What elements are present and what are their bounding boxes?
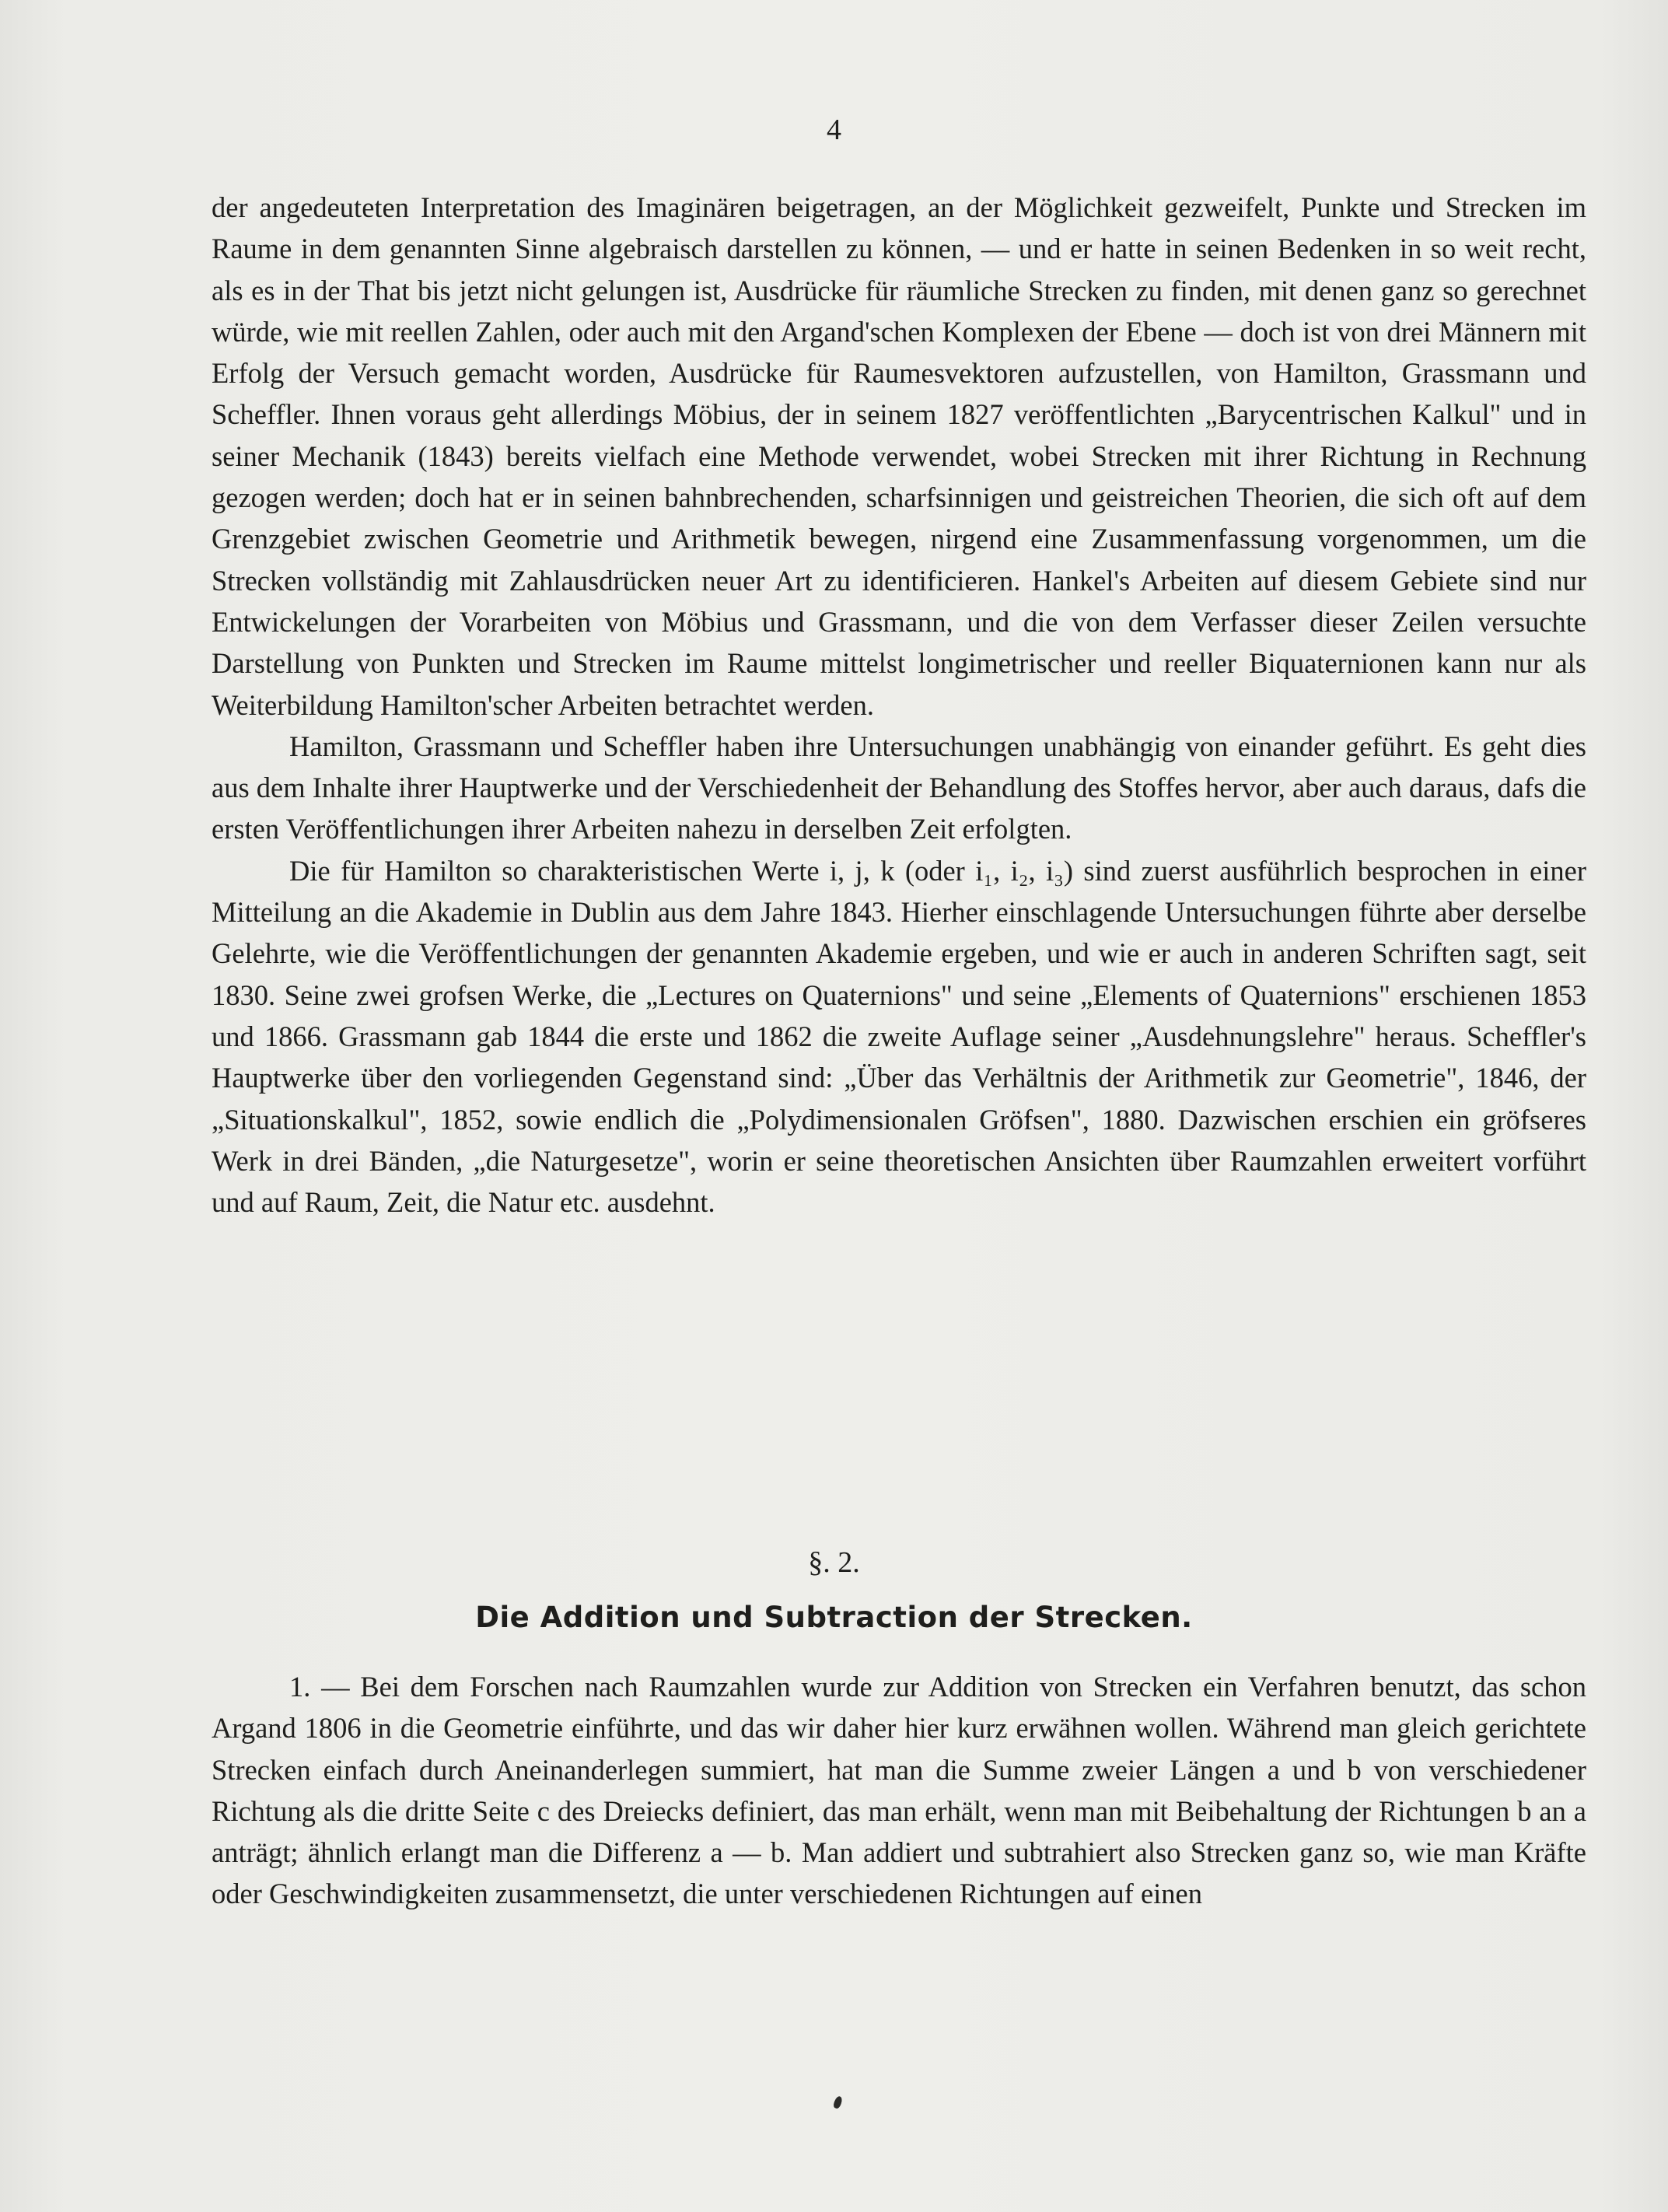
- section-title: Die Addition und Subtraction der Strecken.: [475, 1601, 1193, 1634]
- paragraph-addition-intro: 1. — Bei dem Forschen nach Raumzahlen wurde zur Addition von Strecken ein Verfahren benutzt, das schon Argand 1806 in die Geometrie einführte, und das wir daher hier kurz erwähnen wollen. Während man gleich gerichtete Strecken einfach durch Aneinanderlegen summiert, hat man die Summe zweier Längen a und b von verschiedener Richtung als die dritte Seite c des Dreiecks definiert, das man erhält, wenn man mit Beibehaltung der Richtungen b an a anträgt; ähnlich erlangt man die Differenz a — b. Man addiert und subtrahiert also Strecken ganz so, wie man Kräfte oder Geschwindigkeiten zusammensetzt, die unter verschiedenen Richtungen auf einen: [212, 1671, 1586, 1910]
- main-text-block: [212, 187, 1586, 1223]
- paragraph-independent-research: Hamilton, Grassmann und Scheffler haben ihre Untersuchungen unabhängig von einander geführt. Es geht dies aus dem Inhalte ihrer Hauptwerke und der Verschiedenheit der Behandlung des Stoffes hervor, aber auch daraus, dafs die ersten Veröffentlichungen ihrer Arbeiten nahezu in derselben Zeit erfolgten.: [212, 730, 1586, 845]
- ink-speck: [833, 2095, 844, 2109]
- section-text-block: [212, 1666, 1586, 1915]
- paragraph-continuation: der angedeuteten Interpretation des Imaginären beigetragen, an der Möglichkeit gezweifelt, Punkte und Strecken im Raume in dem genannten Sinne algebraisch darstellen zu können, — und er hatte in seinen Bedenken in so weit recht, als es in der That bis jetzt nicht gelungen ist, Ausdrücke für räumliche Strecken zu finden, mit denen ganz so gerechnet würde, wie mit reellen Zahlen, oder auch mit den Argand'schen Komplexen der Ebene — doch ist von drei Männern mit Erfolg der Versuch gemacht worden, Ausdrücke für Raumesvektoren aufzustellen, von Hamilton, Grassmann und Scheffler. Ihnen voraus geht allerdings Möbius, der in seinem 1827 veröffentlichten „Barycentrischen Kalkul" und in seiner Mechanik (1843) bereits vielfach eine Methode verwendet, wobei Strecken mit ihrer Richtung in Rechnung gezogen werden; doch hat er in seinen bahnbrechenden, scharfsinnigen und geistreichen Theorien, die sich oft auf dem Grenzgebiet zwischen Geometrie und Arithmetik bewegen, nirgend eine Zusammenfassung vorgenommen, um die Strecken vollständig mit Zahlausdrücken neuer Art zu identificieren. Hankel's Arbeiten auf diesem Gebiete sind nur Entwickelungen der Vorarbeiten von Möbius und Grassmann, und die von dem Verfasser dieser Zeilen versuchte Darstellung von Punkten und Strecken im Raume mittelst longimetrischer und reeller Biquaternionen kann nur als Weiterbildung Hamilton'scher Arbeiten betrachtet werden.: [212, 191, 1586, 721]
- section-number: §. 2.: [808, 1546, 860, 1579]
- page-number: 4: [827, 114, 841, 146]
- paragraph-publications: Die für Hamilton so charakteristischen Werte i, j, k (oder i₁, i₂, i₃) sind zuerst ausführlich besprochen in einer Mitteilung an die Akademie in Dublin aus dem Jahre 1843. Hierher einschlagende Untersuchungen führte aber derselbe Gelehrte, wie die Veröffentlichungen der genannten Akademie ergeben, und wie er auch in anderen Schriften sagt, seit 1830. Seine zwei grofsen Werke, die „Lectures on Quaternions" und seine „Elements of Quaternions" erschienen 1853 und 1866. Grassmann gab 1844 die erste und 1862 die zweite Auflage seiner „Ausdehnungslehre" heraus. Scheffler's Hauptwerke über den vorliegenden Gegenstand sind: „Über das Verhältnis der Arithmetik zur Geometrie", 1846, der „Situationskalkul", 1852, sowie endlich die „Polydimensionalen Gröfsen", 1880. Dazwischen erschien ein gröfseres Werk in drei Bänden, „die Naturgesetze", worin er seine theoretischen Ansichten über Raumzahlen erweitert vorführt und auf Raum, Zeit, die Natur etc. ausdehnt.: [212, 854, 1586, 1219]
